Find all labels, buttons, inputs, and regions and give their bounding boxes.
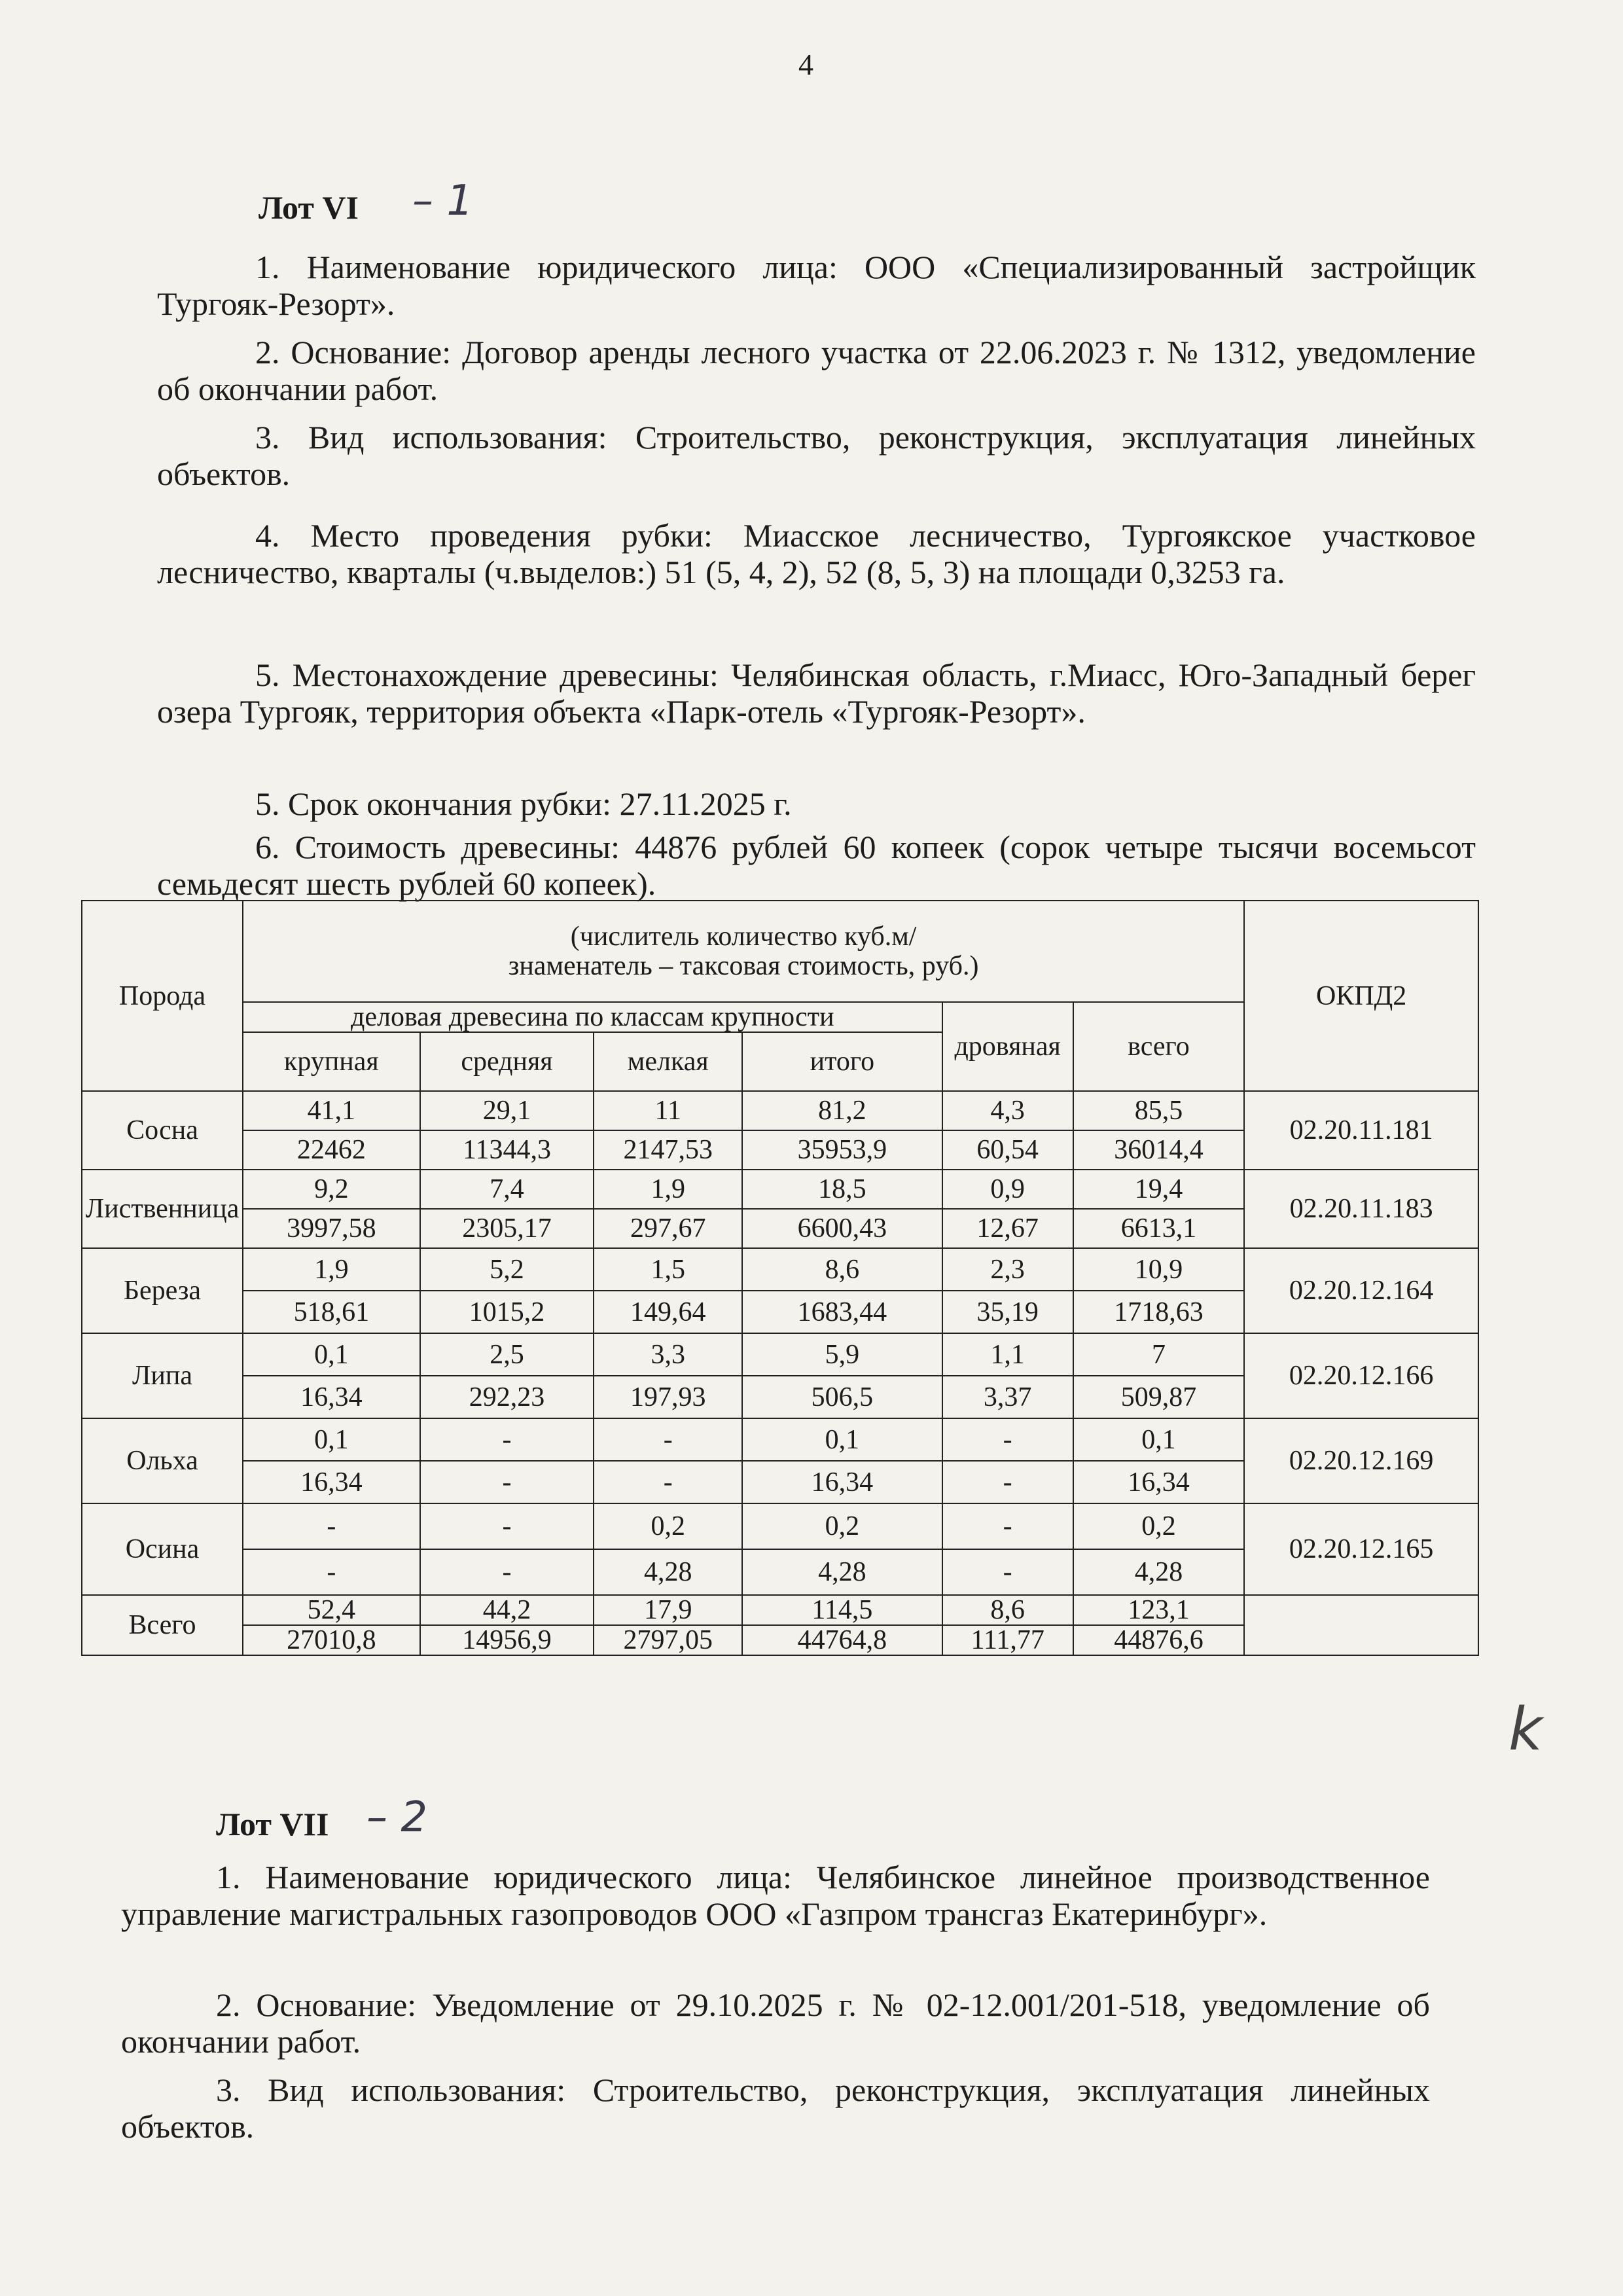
header-subtotal: итого xyxy=(742,1032,942,1091)
lot-6-handwritten-number: – 1 xyxy=(412,177,474,225)
cost-cell: 11344,3 xyxy=(420,1130,594,1170)
volume-cell: 8,6 xyxy=(942,1595,1073,1625)
lot-6-paragraph-3: 3. Вид использования: Строительство, реконструкция, эксплуатация линейных объектов. xyxy=(157,419,1476,492)
volume-cell: 123,1 xyxy=(1073,1595,1245,1625)
volume-cell: 1,9 xyxy=(594,1170,742,1209)
cost-cell: 44876,6 xyxy=(1073,1625,1245,1655)
volume-cell: 9,2 xyxy=(243,1170,420,1209)
table-row-numerator xyxy=(82,1418,1478,1461)
lot-7-paragraph-1: 1. Наименование юридического лица: Челябинское линейное производственное управление магистральных газопроводов ООО «Газпром трансгаз Екатеринбург». xyxy=(121,1859,1430,1932)
header-caption-line1: (числитель количество куб.м/ xyxy=(570,922,917,952)
cost-cell: 4,28 xyxy=(594,1549,742,1595)
cost-cell: 2797,05 xyxy=(594,1625,742,1655)
volume-cell: 114,5 xyxy=(742,1595,942,1625)
table-row-numerator xyxy=(82,1595,1478,1625)
header-medium: средняя xyxy=(420,1032,594,1091)
timber-table xyxy=(81,900,1479,1656)
cost-cell: 1683,44 xyxy=(742,1291,942,1333)
cost-cell: - xyxy=(594,1461,742,1503)
header-species: Порода xyxy=(82,901,243,1091)
cost-cell: 16,34 xyxy=(243,1376,420,1418)
volume-cell: 18,5 xyxy=(742,1170,942,1209)
header-business-timber: деловая древесина по классам крупности xyxy=(243,1002,942,1032)
cost-cell: 3997,58 xyxy=(243,1209,420,1248)
cost-cell: 60,54 xyxy=(942,1130,1073,1170)
volume-cell: 29,1 xyxy=(420,1091,594,1130)
species-cell: Всего xyxy=(82,1595,243,1655)
lot-7-paragraph-3: 3. Вид использования: Строительство, реконструкция, эксплуатация линейных объектов. xyxy=(121,2072,1430,2145)
cost-cell: 22462 xyxy=(243,1130,420,1170)
table-row-numerator xyxy=(82,1170,1478,1209)
lot-6-paragraph-7: 6. Стоимость древесины: 44876 рублей 60 копеек (сорок четыре тысячи восемьсот семьдесят шесть рублей 60 копеек). xyxy=(157,829,1476,902)
okpd-cell: 02.20.12.165 xyxy=(1244,1503,1478,1595)
cost-cell: 1718,63 xyxy=(1073,1291,1245,1333)
table-row-numerator xyxy=(82,1333,1478,1376)
cost-cell: 35,19 xyxy=(942,1291,1073,1333)
cost-cell: 27010,8 xyxy=(243,1625,420,1655)
header-small: мелкая xyxy=(594,1032,742,1091)
cost-cell: 16,34 xyxy=(742,1461,942,1503)
volume-cell: 0,1 xyxy=(1073,1418,1245,1461)
volume-cell: 0,2 xyxy=(594,1503,742,1549)
cost-cell: 44764,8 xyxy=(742,1625,942,1655)
cost-cell: 2147,53 xyxy=(594,1130,742,1170)
volume-cell: - xyxy=(420,1418,594,1461)
margin-mark: k xyxy=(1508,1695,1543,1764)
species-cell: Осина xyxy=(82,1503,243,1595)
cost-cell: 518,61 xyxy=(243,1291,420,1333)
cost-cell: 111,77 xyxy=(942,1625,1073,1655)
volume-cell: 5,9 xyxy=(742,1333,942,1376)
cost-cell: 292,23 xyxy=(420,1376,594,1418)
cost-cell: 4,28 xyxy=(1073,1549,1245,1595)
lot-7-paragraph-2: 2. Основание: Уведомление от 29.10.2025 г. № 02-12.001/201-518, уведомление об окончании работ. xyxy=(121,1986,1430,2060)
volume-cell: 5,2 xyxy=(420,1248,594,1291)
volume-cell: 10,9 xyxy=(1073,1248,1245,1291)
volume-cell: - xyxy=(243,1503,420,1549)
volume-cell: 85,5 xyxy=(1073,1091,1245,1130)
okpd-cell: 02.20.12.166 xyxy=(1244,1333,1478,1418)
cost-cell: 14956,9 xyxy=(420,1625,594,1655)
volume-cell: 0,1 xyxy=(243,1333,420,1376)
cost-cell: - xyxy=(942,1549,1073,1595)
okpd-cell: 02.20.11.183 xyxy=(1244,1170,1478,1248)
cost-cell: - xyxy=(420,1461,594,1503)
volume-cell: 81,2 xyxy=(742,1091,942,1130)
table-row-numerator xyxy=(82,1503,1478,1549)
volume-cell: 52,4 xyxy=(243,1595,420,1625)
species-cell: Береза xyxy=(82,1248,243,1333)
cost-cell: 12,67 xyxy=(942,1209,1073,1248)
cost-cell: - xyxy=(420,1549,594,1595)
cost-cell: 297,67 xyxy=(594,1209,742,1248)
volume-cell: 41,1 xyxy=(243,1091,420,1130)
cost-cell: 35953,9 xyxy=(742,1130,942,1170)
volume-cell: - xyxy=(420,1503,594,1549)
table-row-numerator xyxy=(82,1248,1478,1291)
volume-cell: 7,4 xyxy=(420,1170,594,1209)
okpd-cell: 02.20.11.181 xyxy=(1244,1091,1478,1170)
table-row-numerator xyxy=(82,1091,1478,1130)
volume-cell: 7 xyxy=(1073,1333,1245,1376)
volume-cell: 19,4 xyxy=(1073,1170,1245,1209)
cost-cell: 509,87 xyxy=(1073,1376,1245,1418)
header-caption-line2: знаменатель – таксовая стоимость, руб.) xyxy=(508,950,979,981)
cost-cell: 16,34 xyxy=(243,1461,420,1503)
okpd-cell: 02.20.12.169 xyxy=(1244,1418,1478,1503)
cost-cell: - xyxy=(942,1461,1073,1503)
volume-cell: 0,2 xyxy=(742,1503,942,1549)
species-cell: Сосна xyxy=(82,1091,243,1170)
volume-cell: 0,1 xyxy=(243,1418,420,1461)
lot-7-title: Лот VII xyxy=(216,1806,329,1842)
cost-cell: 3,37 xyxy=(942,1376,1073,1418)
lot-6-paragraph-5: 5. Местонахождение древесины: Челябинская область, г.Миасс, Юго-Западный берег озера Тургояк, территория объекта «Парк-отель «Тургояк-Резорт». xyxy=(157,656,1476,730)
okpd-cell: 02.20.12.164 xyxy=(1244,1248,1478,1333)
cost-cell: 4,28 xyxy=(742,1549,942,1595)
cost-cell: 36014,4 xyxy=(1073,1130,1245,1170)
header-large: крупная xyxy=(243,1032,420,1091)
species-cell: Липа xyxy=(82,1333,243,1418)
lot-6-title: Лот VI xyxy=(259,189,359,226)
volume-cell: 1,1 xyxy=(942,1333,1073,1376)
lot-6-paragraph-2: 2. Основание: Договор аренды лесного участка от 22.06.2023 г. № 1312, уведомление об окончании работ. xyxy=(157,334,1476,407)
volume-cell: 11 xyxy=(594,1091,742,1130)
lot-6-paragraph-4: 4. Место проведения рубки: Миасское лесничество, Тургоякское участковое лесничество, кварталы (ч.выделов:) 51 (5, 4, 2), 52 (8, 5, 3) на площади 0,3253 га. xyxy=(157,517,1476,590)
header-total: всего xyxy=(1073,1002,1245,1091)
volume-cell: 3,3 xyxy=(594,1333,742,1376)
volume-cell: 4,3 xyxy=(942,1091,1073,1130)
cost-cell: 16,34 xyxy=(1073,1461,1245,1503)
lot-6-paragraph-6: 5. Срок окончания рубки: 27.11.2025 г. xyxy=(255,785,792,822)
lot-7-handwritten-number: – 2 xyxy=(366,1793,428,1842)
volume-cell: - xyxy=(942,1503,1073,1549)
volume-cell: 0,1 xyxy=(742,1418,942,1461)
cost-cell: 506,5 xyxy=(742,1376,942,1418)
volume-cell: - xyxy=(594,1418,742,1461)
volume-cell: 44,2 xyxy=(420,1595,594,1625)
volume-cell: 8,6 xyxy=(742,1248,942,1291)
volume-cell: 1,9 xyxy=(243,1248,420,1291)
volume-cell: - xyxy=(942,1418,1073,1461)
header-caption xyxy=(243,901,1244,1002)
cost-cell: 2305,17 xyxy=(420,1209,594,1248)
cost-cell: - xyxy=(243,1549,420,1595)
volume-cell: 17,9 xyxy=(594,1595,742,1625)
page-number: 4 xyxy=(798,48,813,81)
lot-6-paragraph-1: 1. Наименование юридического лица: ООО «Специализированный застройщик Тургояк-Резорт». xyxy=(157,249,1476,322)
volume-cell: 0,2 xyxy=(1073,1503,1245,1549)
okpd-cell xyxy=(1244,1595,1478,1655)
cost-cell: 149,64 xyxy=(594,1291,742,1333)
species-cell: Лиственница xyxy=(82,1170,243,1248)
header-firewood: дровяная xyxy=(942,1002,1073,1091)
volume-cell: 2,5 xyxy=(420,1333,594,1376)
volume-cell: 0,9 xyxy=(942,1170,1073,1209)
cost-cell: 197,93 xyxy=(594,1376,742,1418)
cost-cell: 6600,43 xyxy=(742,1209,942,1248)
species-cell: Ольха xyxy=(82,1418,243,1503)
volume-cell: 1,5 xyxy=(594,1248,742,1291)
header-okpd: ОКПД2 xyxy=(1244,901,1478,1091)
volume-cell: 2,3 xyxy=(942,1248,1073,1291)
cost-cell: 6613,1 xyxy=(1073,1209,1245,1248)
cost-cell: 1015,2 xyxy=(420,1291,594,1333)
table-body xyxy=(82,1091,1478,1655)
